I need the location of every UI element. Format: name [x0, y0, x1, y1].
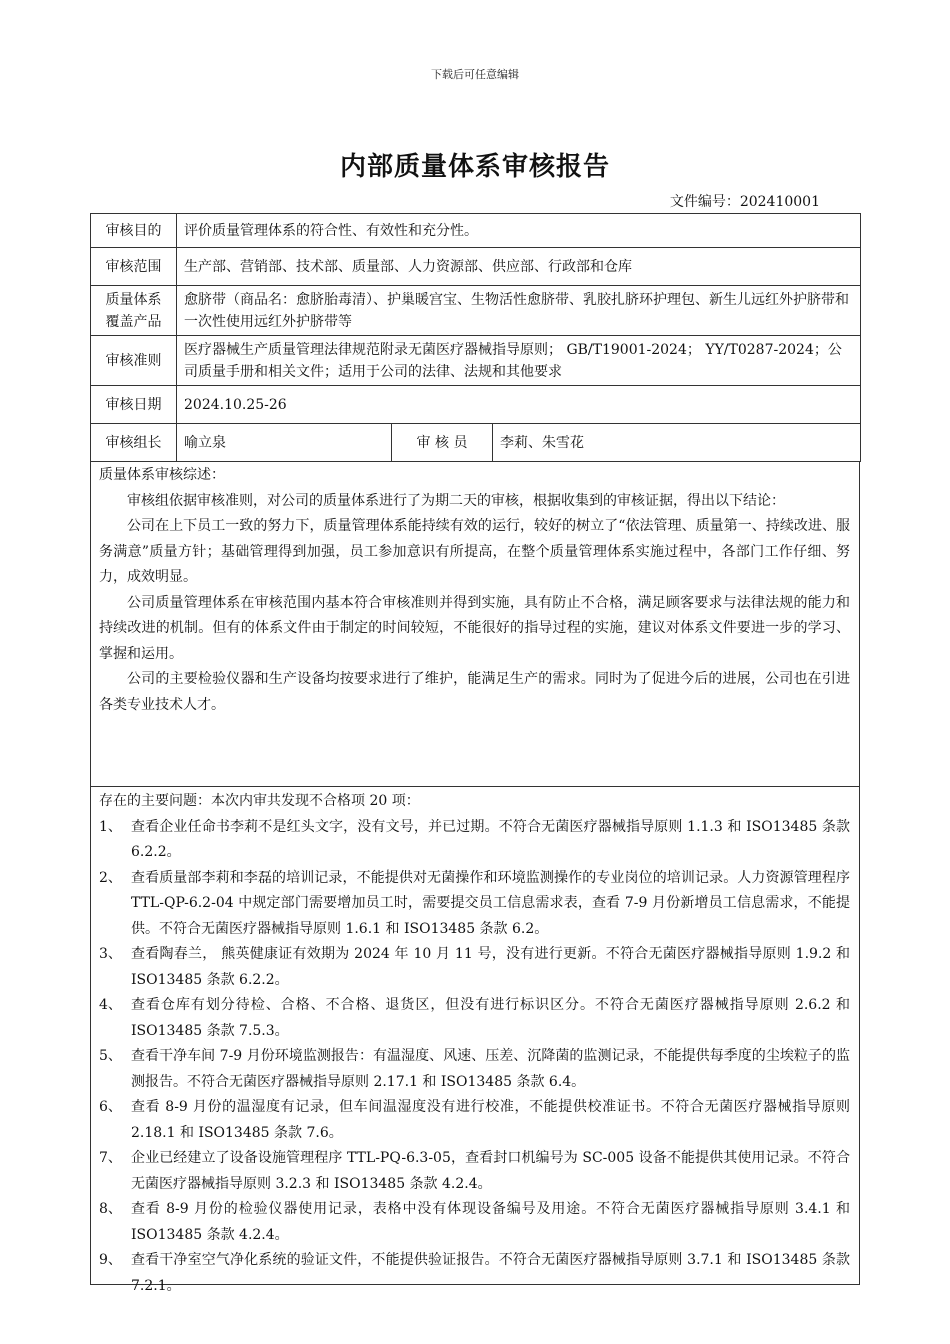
date-row	[91, 386, 861, 424]
issue-item	[99, 1248, 850, 1299]
scope-value: 生产部、营销部、技术部、质量部、人力资源部、供应部、行政部和仓库	[177, 248, 861, 286]
document-number: 文件编号：202410001	[669, 194, 820, 210]
auditor-label: 审 核 员	[392, 424, 493, 462]
team-row	[91, 424, 861, 462]
issue-number: 4、	[99, 997, 122, 1013]
purpose-value: 评价质量管理体系的符合性、有效性和充分性。	[177, 214, 861, 248]
criteria-value: 医疗器械生产质量管理法律规范附录无菌医疗器械指导原则； GB/T19001-2024； YY/T0287-2024；公司质量手册和相关文件；适用于公司的法律、法规和其他要求	[177, 336, 861, 386]
issue-number: 8、	[99, 1201, 122, 1217]
issue-text: 查看 8-9 月份的检验仪器使用记录，表格中没有体现设备编号及用途。不符合无菌医疗器械指导原则 3.4.1 和 ISO13485 条款 4.2.4。	[131, 1201, 850, 1243]
issue-text: 查看质量部李莉和李磊的培训记录，不能提供对无菌操作和环境监测操作的专业岗位的培训记录。人力资源管理程序 TTL-QP-6.2-04 中规定部门需要增加员工时，需要提交员工信息需求表，查看 7-9 月份新增员工信息需求，不能提供。不符合无菌医疗器械指导原则 1.6.1 和 ISO13485 条款 6.2。	[131, 869, 850, 937]
purpose-label: 审核目的	[91, 214, 177, 248]
products-value: 愈脐带（商品名：愈脐胎毒清）、护巢暖宫宝、生物活性愈脐带、乳胶扎脐环护理包、新生儿远红外护脐带和一次性使用远红外护脐带等	[177, 286, 861, 336]
scope-row	[91, 248, 861, 286]
summary-paragraph: 公司质量管理体系在审核范围内基本符合审核准则并得到实施，具有防止不合格，满足顾客要求与法律法规的能力和持续改进的机制。但有的体系文件由于制定的时间较短，不能很好的指导过程的实施，建议对体系文件要进一步的学习、掌握和运用。	[99, 594, 850, 662]
issue-number: 3、	[99, 946, 122, 962]
purpose-row	[91, 214, 861, 248]
issue-item	[99, 866, 850, 943]
issue-item	[99, 942, 850, 993]
issue-number: 6、	[99, 1099, 122, 1115]
leader-label: 审核组长	[91, 424, 177, 462]
issue-item	[99, 1095, 850, 1146]
issues-list	[99, 815, 850, 1300]
products-label-line-2: 覆盖产品	[105, 313, 162, 330]
auditor-value: 李莉、朱雪花	[493, 424, 861, 462]
issue-item	[99, 1197, 850, 1248]
issue-item	[99, 993, 850, 1044]
date-value: 2024.10.25-26	[177, 386, 861, 424]
issues-section	[90, 787, 860, 1294]
issue-text: 查看干净室空气净化系统的验证文件，不能提供验证报告。不符合无菌医疗器械指导原则 3.7.1 和 ISO13485 条款 7.2.1。	[131, 1252, 850, 1294]
issue-item	[99, 1044, 850, 1095]
issue-number: 7、	[99, 1150, 122, 1166]
issue-text: 查看企业任命书李莉不是红头文字，没有文号，并已过期。不符合无菌医疗器械指导原则 1.1.3 和 ISO13485 条款 6.2.2。	[131, 818, 850, 860]
products-label	[91, 286, 177, 336]
products-row	[91, 286, 861, 336]
issue-text: 企业已经建立了设备设施管理程序 TTL-PQ-6.3-05，查看封口机编号为 SC-005 设备不能提供其使用记录。不符合无菌医疗器械指导原则 3.2.3 和 ISO13485 条款 4.2.4。	[131, 1150, 850, 1192]
criteria-label: 审核准则	[91, 336, 177, 386]
issue-item	[99, 1146, 850, 1197]
summary-paragraph: 公司的主要检验仪器和生产设备均按要求进行了维护，能满足生产的需求。同时为了促进今后的进展，公司也在引进各类专业技术人才。	[99, 671, 850, 713]
issue-text: 查看 8-9 月份的温湿度有记录，但车间温湿度没有进行校准，不能提供校准证书。不符合无菌医疗器械指导原则 2.18.1 和 ISO13485 条款 7.6。	[131, 1099, 850, 1141]
issue-number: 9、	[99, 1252, 122, 1268]
summary-paragraph: 审核组依据审核准则，对公司的质量体系进行了为期二天的审核，根据收集到的审核证据，得出以下结论：	[127, 492, 785, 509]
issue-text: 查看仓库有划分待检、合格、不合格、退货区，但没有进行标识区分。不符合无菌医疗器械指导原则 2.6.2 和 ISO13485 条款 7.5.3。	[131, 997, 850, 1039]
page-title: 内部质量体系审核报告	[339, 152, 610, 182]
issue-text: 查看干净车间 7-9 月份环境监测报告：有温湿度、风速、压差、沉降菌的监测记录，不能提供每季度的尘埃粒子的监测报告。不符合无菌医疗器械指导原则 2.17.1 和 ISO13485 条款 6.4。	[131, 1048, 850, 1090]
issue-number: 1、	[99, 818, 122, 835]
issue-text: 查看陶春兰， 熊英健康证有效期为 2024 年 10 月 11 号，没有进行更新。不符合无菌医疗器械指导原则 1.9.2 和 ISO13485 条款 6.2.2。	[131, 946, 850, 988]
products-label-line-1: 质量体系	[105, 291, 162, 308]
header-note: 下载后可任意编辑	[431, 68, 519, 81]
scope-label: 审核范围	[91, 248, 177, 286]
summary-heading: 质量体系审核综述：	[99, 467, 225, 483]
audit-info-table	[90, 213, 861, 462]
leader-value: 喻立泉	[177, 424, 392, 462]
issue-item	[99, 815, 850, 866]
issues-heading: 存在的主要问题：本次内审共发现不合格项 20 项：	[99, 793, 420, 809]
summary-paragraph: 公司在上下员工一致的努力下，质量管理体系能持续有效的运行，较好的树立了“依法管理、质量第一、持续改进、服务满意”质量方针；基础管理得到加强，员工参加意识有所提高，在整个质量管理体系实施过程中，各部门工作仔细、努力，成效明显。	[99, 518, 850, 585]
date-label: 审核日期	[91, 386, 177, 424]
issue-number: 2、	[99, 869, 122, 886]
issue-number: 5、	[99, 1048, 122, 1064]
criteria-row	[91, 336, 861, 386]
summary-section	[90, 461, 860, 787]
